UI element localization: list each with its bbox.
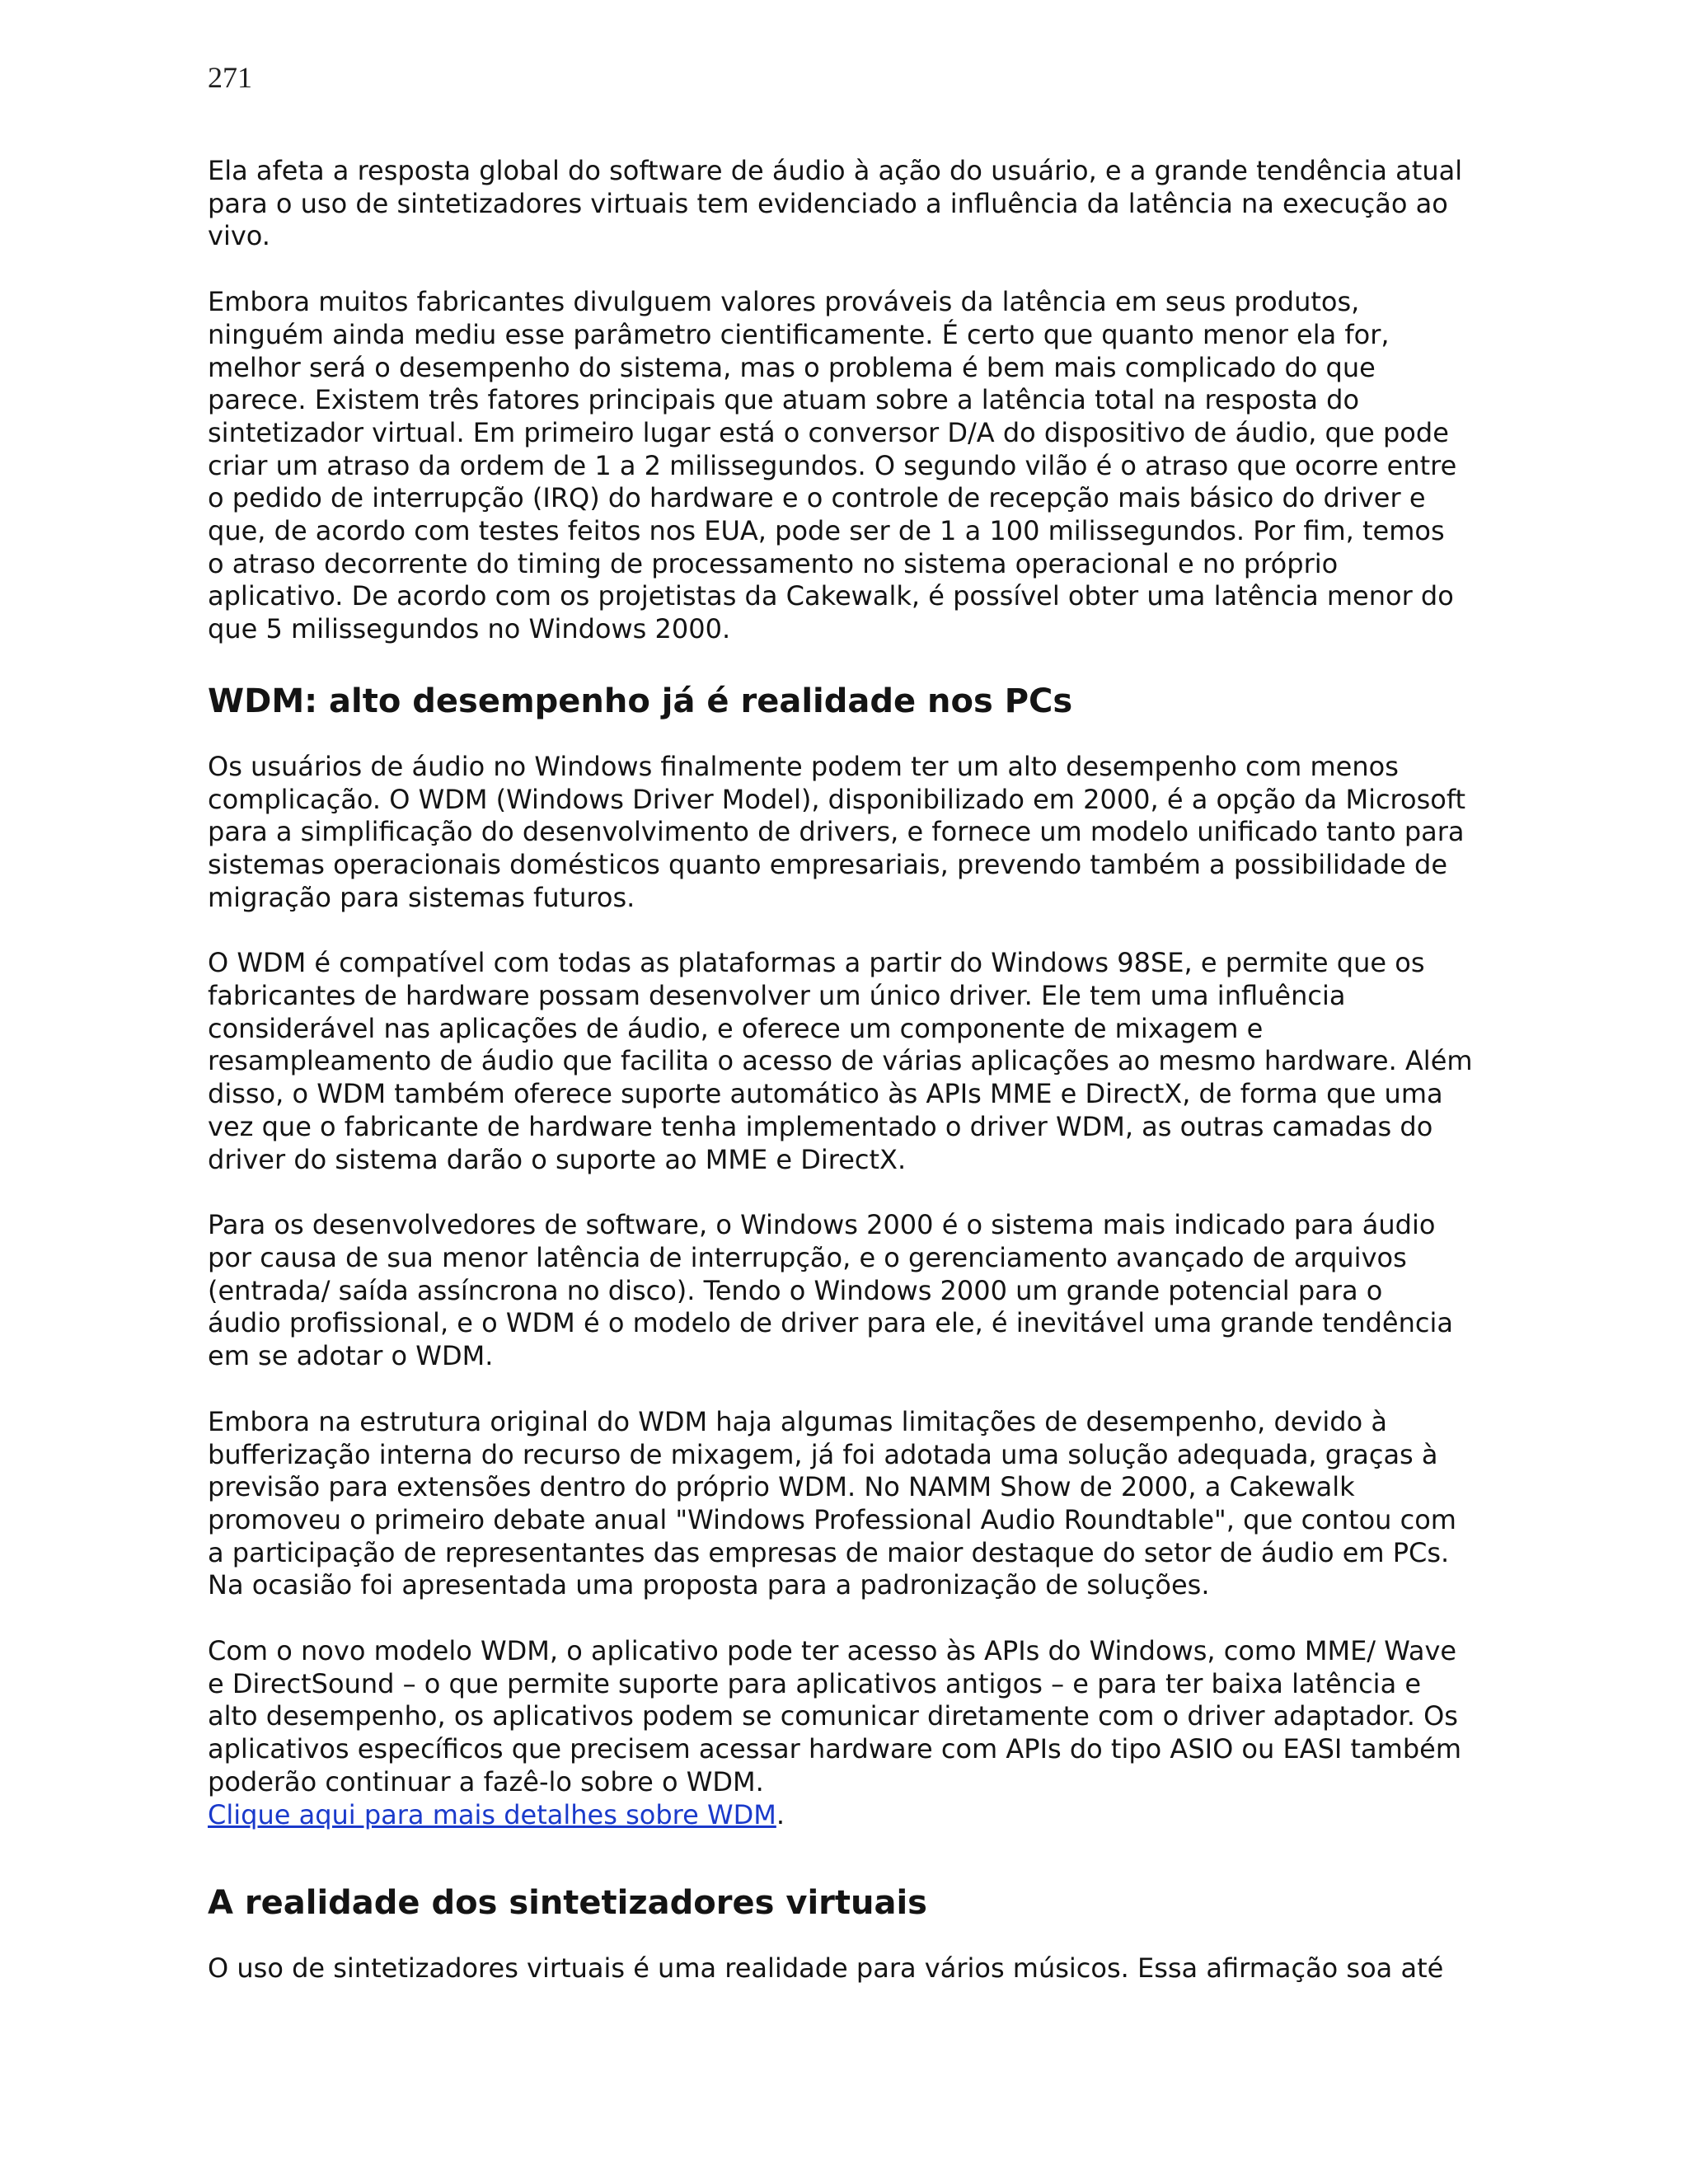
document-body (208, 155, 1543, 1985)
wdm-paragraph-5-text: Com o novo modelo WDM, o aplicativo pode ter acesso às APIs do Windows, como MME/ Wave e DirectSound – o que permite suporte para aplicativos antigos – e para ter baixa latência e alto desempenho, os aplicativos podem se comunicar diretamente com o driver adaptador. Os aplicativos específicos que precisem acessar hardware com APIs do tipo ASIO ou EASI também poderão continuar a fazê-lo sobre o WDM. (208, 1635, 1461, 1797)
section-heading-wdm: WDM: alto desempenho já é realidade nos PCs (208, 682, 1073, 720)
link-period: . (776, 1798, 785, 1830)
wdm-paragraph-2: O WDM é compatível com todas as plataformas a partir do Windows 98SE, e permite que os fabricantes de hardware possam desenvolver um único driver. Ele tem uma influência considerável nas aplicações de áudio, e oferece um componente de mixagem e resampleamento de áudio que facilita o acesso de várias aplicações ao mesmo hardware. Além disso, o WDM também oferece suporte automático às APIs MME e DirectX, de forma que uma vez que o fabricante de hardware tenha implementado o driver WDM, as outras camadas do driver do sistema darão o suporte ao MME e DirectX. (208, 947, 1473, 1175)
page-number: 271 (208, 61, 252, 94)
synth-paragraph-1: O uso de sintetizadores virtuais é uma realidade para vários músicos. Essa afirmação soa até (208, 1952, 1444, 1985)
wdm-paragraph-4: Embora na estrutura original do WDM haja algumas limitações de desempenho, devido à bufferização interna do recurso de mixagem, já foi adotada uma solução adequada, graças à previsão para extensões dentro do próprio WDM. No NAMM Show de 2000, a Cakewalk promoveu o primeiro debate anual "Windows Professional Audio Roundtable", que contou com a participação de representantes das empresas de maior destaque do setor de áudio em PCs. Na ocasião foi apresentada uma proposta para a padronização de soluções. (208, 1405, 1456, 1601)
wdm-details-link[interactable]: Clique aqui para mais detalhes sobre WDM (208, 1798, 776, 1830)
section-heading-virtual-synths: A realidade dos sintetizadores virtuais (208, 1884, 927, 1923)
intro-paragraph-1: Ela afeta a resposta global do software de áudio à ação do usuário, e a grande tendência atual para o uso de sintetizadores virtuais tem evidenciado a influência da latência na execução ao vivo. (208, 155, 1463, 252)
intro-paragraph-2: Embora muitos fabricantes divulguem valores prováveis da latência em seus produtos, ninguém ainda mediu esse parâmetro cientificamente. É certo que quanto menor ela for, melhor será o desempenho do sistema, mas o problema é bem mais complicado do que parece. Existem três fatores principais que atuam sobre a latência total na resposta do sintetizador virtual. Em primeiro lugar está o conversor D/A do dispositivo de áudio, que pode criar um atraso da ordem de 1 a 2 milissegundos. O segundo vilão é o atraso que ocorre entre o pedido de interrupção (IRQ) do hardware e o controle de recepção mais básico do driver e que, de acordo com testes feitos nos EUA, pode ser de 1 a 100 milissegundos. Por fim, temos o atraso decorrente do timing de processamento no sistema operacional e no próprio aplicativo. De acordo com os projetistas da Cakewalk, é possível obter uma latência menor do que 5 milissegundos no Windows 2000. (208, 286, 1457, 645)
wdm-paragraph-5 (208, 1635, 1543, 1831)
wdm-paragraph-1: Os usuários de áudio no Windows finalmente podem ter um alto desempenho com menos complicação. O WDM (Windows Driver Model), disponibilizado em 2000, é a opção da Microsoft para a simplificação do desenvolvimento de drivers, e fornece um modelo unificado tanto para sistemas operacionais domésticos quanto empresariais, prevendo também a possibilidade de migração para sistemas futuros. (208, 750, 1466, 913)
wdm-paragraph-3: Para os desenvolvedores de software, o Windows 2000 é o sistema mais indicado para áudio por causa de sua menor latência de interrupção, e o gerenciamento avançado de arquivos (entrada/ saída assíncrona no disco). Tendo o Windows 2000 um grande potencial para o áudio profissional, e o WDM é o modelo de driver para ele, é inevitável uma grande tendência em se adotar o WDM. (208, 1209, 1453, 1372)
